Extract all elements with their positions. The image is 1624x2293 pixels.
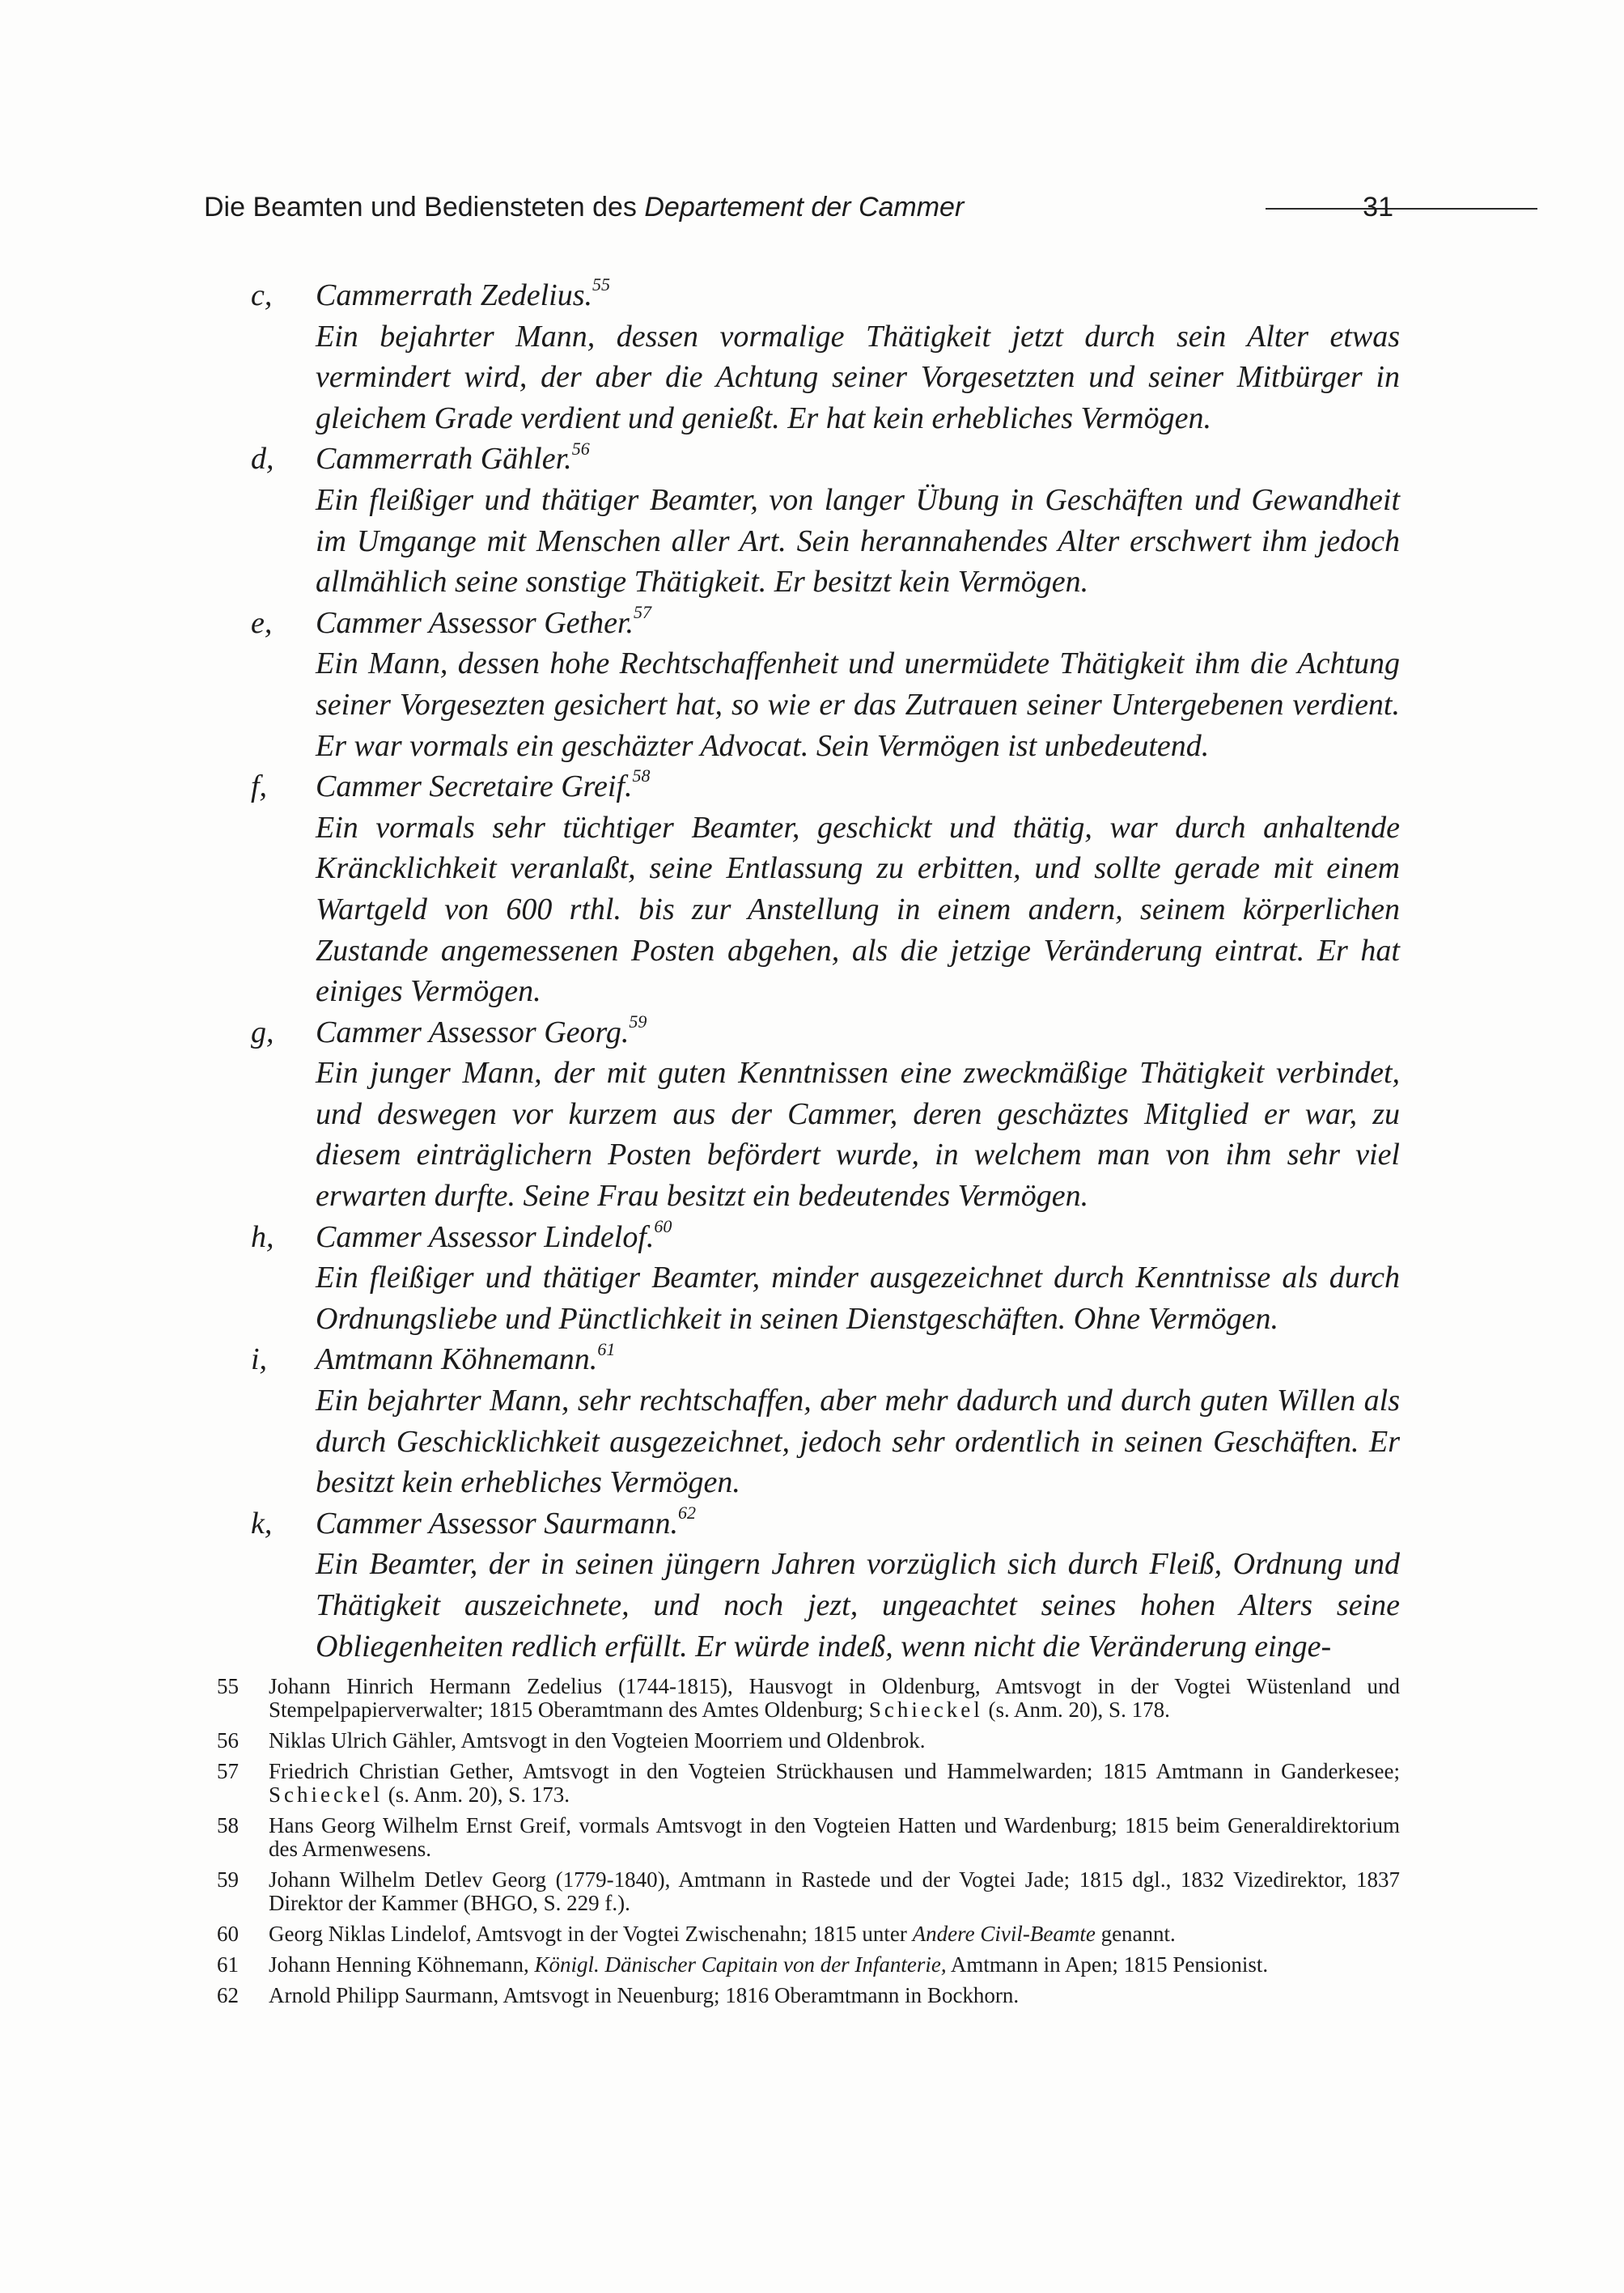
footnote-ref: 59 bbox=[629, 1011, 647, 1032]
footnote-italic: Königl. Dänischer Capitain von der Infanterie, bbox=[534, 1952, 947, 1977]
footnote-61 bbox=[217, 1953, 1400, 1977]
footnote-text-end: genannt. bbox=[1095, 1922, 1176, 1946]
footnote-text-end: (s. Anm. 20), S. 173. bbox=[382, 1782, 570, 1807]
entry-c bbox=[251, 275, 1400, 439]
entry-description: Ein Beamter, der in seinen jüngern Jahren vorzüglich sich durch Fleiß, Ordnung und Thätigkeit auszeichnete, und noch jezt, ungeachtet seines hohen Alters seine Obliegenheiten redlich erfüllt. Er würde indeß, wenn nicht die Veränderung einge- bbox=[316, 1547, 1400, 1664]
entry-name: Cammer Assessor Saurmann. bbox=[316, 1506, 678, 1541]
entry-heading bbox=[251, 1339, 1400, 1380]
footnote-number: 56 bbox=[217, 1728, 239, 1753]
footnote-ref: 56 bbox=[571, 438, 590, 459]
footnotes bbox=[217, 1675, 1400, 2015]
footnote-number: 57 bbox=[217, 1759, 239, 1783]
entry-description: Ein fleißiger und thätiger Beamter, von langer Übung in Geschäften und Gewandheit im Umgange mit Menschen aller Art. Sein herannahendes Alter erschwert ihm jedoch allmählich seine sonstige Thätigkeit. Er besitzt kein Vermögen. bbox=[316, 482, 1400, 600]
footnote-ref: 55 bbox=[592, 274, 610, 295]
entry-description: Ein bejahrter Mann, dessen vormalige Thätigkeit jetzt durch sein Alter etwas vermindert wird, der aber die Achtung seiner Vorgesetzten und seiner Mitbürger in gleichem Grade verdient und genießt. Er hat kein erhebliches Vermögen. bbox=[316, 319, 1400, 435]
entry-name: Cammer Assessor Georg. bbox=[316, 1015, 630, 1049]
footnote-text: Johann Hinrich Hermann Zedelius (1744-1815), Hausvogt in Oldenburg, Amtsvogt in der Vogtei Wüstenland und Stempelpapierverwalter; 1815 Oberamtmann des Amtes Oldenburg; bbox=[269, 1674, 1400, 1722]
footnote-ref: 57 bbox=[634, 602, 652, 623]
footnote-text-end: (s. Anm. 20), S. 178. bbox=[982, 1697, 1170, 1722]
entry-letter: c, bbox=[251, 278, 273, 312]
footnote-author: Schieckel bbox=[868, 1697, 983, 1722]
footnote-number: 59 bbox=[217, 1867, 239, 1892]
footnote-ref: 62 bbox=[677, 1503, 696, 1524]
entry-heading bbox=[251, 1012, 1400, 1053]
entry-name: Cammerrath Zedelius. bbox=[316, 278, 592, 312]
footnote-ref: 60 bbox=[654, 1216, 672, 1236]
footnote-60 bbox=[217, 1922, 1400, 1946]
page-number: 31 bbox=[1363, 192, 1393, 223]
footnote-text: Georg Niklas Lindelof, Amtsvogt in der Vogtei Zwischenahn; 1815 unter bbox=[269, 1922, 913, 1946]
entry-description: Ein junger Mann, der mit guten Kenntnissen eine zweckmäßige Thätigkeit verbindet, und deswegen vor kurzem aus der Cammer, deren geschäztes Mitglied er war, zu diesem einträglichern Posten befördert wurde, in welchem man von ihm sehr viel erwarten durfte. Seine Frau besitzt ein bedeutendes Vermögen. bbox=[316, 1056, 1400, 1214]
entry-heading bbox=[251, 766, 1400, 807]
entry-heading bbox=[251, 439, 1400, 480]
footnote-text: Johann Wilhelm Detlev Georg (1779-1840), Amtmann in Rastede und der Vogtei Jade; 1815 dgl., 1832 Vizedirektor, 1837 Direktor der Kammer (BHGO, S. 229 f.). bbox=[269, 1867, 1400, 1915]
running-header bbox=[204, 186, 1393, 228]
footnote-number: 58 bbox=[217, 1813, 239, 1837]
footnote-57 bbox=[217, 1760, 1400, 1807]
entry-letter: i, bbox=[251, 1342, 268, 1377]
footnote-text: Johann Henning Köhnemann, bbox=[269, 1952, 535, 1977]
entry-name: Cammerrath Gähler. bbox=[316, 442, 572, 477]
header-title bbox=[204, 186, 964, 228]
entry-letter: h, bbox=[251, 1219, 274, 1254]
footnote-ref: 58 bbox=[632, 765, 651, 786]
entry-e bbox=[251, 603, 1400, 766]
footnote-55 bbox=[217, 1675, 1400, 1722]
entry-letter: k, bbox=[251, 1506, 273, 1541]
entry-letter: g, bbox=[251, 1015, 274, 1049]
entry-letter: f, bbox=[251, 769, 268, 804]
entry-heading bbox=[251, 1503, 1400, 1545]
entry-name: Amtmann Köhnemann. bbox=[316, 1342, 598, 1377]
entry-description: Ein vormals sehr tüchtiger Beamter, geschickt und thätig, war durch anhaltende Kräncklichkeit veranlaßt, seine Entlassung zu erbitten, und sollte gerade mit einem Wartgeld von 600 rthl. bis zur Anstellung in einem andern, seinem körperlichen Zustande angemessenen Posten abgehen, als die jetzige Veränderung eintrat. Er hat einiges Vermögen. bbox=[316, 810, 1400, 1009]
footnote-author: Schieckel bbox=[269, 1782, 383, 1807]
entry-heading bbox=[251, 275, 1400, 316]
entry-d bbox=[251, 439, 1400, 602]
entry-description: Ein Mann, dessen hohe Rechtschaffenheit und unermüdete Thätigkeit ihm die Achtung seiner Vorgesezten gesichert hat, so wie er das Zutrauen seiner Untergebenen verdient. Er war vormals ein geschäzter Advocat. Sein Vermögen ist unbedeutend. bbox=[316, 646, 1400, 763]
footnote-italic: Andere Civil-Beamte bbox=[912, 1922, 1096, 1946]
header-title-italic: Departement der Cammer bbox=[644, 192, 965, 223]
footnote-ref: 61 bbox=[597, 1338, 616, 1359]
entry-heading bbox=[251, 603, 1400, 644]
footnote-number: 55 bbox=[217, 1674, 239, 1698]
entry-heading bbox=[251, 1217, 1400, 1258]
entry-g bbox=[251, 1012, 1400, 1217]
header-title-prefix: Die Beamten und Bediensteten des bbox=[204, 192, 645, 223]
entry-k bbox=[251, 1503, 1400, 1667]
footnote-text: Friedrich Christian Gether, Amtsvogt in den Vogteien Strückhausen und Hammelwarden; 1815 Amtmann in Ganderkesee; bbox=[269, 1759, 1400, 1783]
footnote-text: Arnold Philipp Saurmann, Amtsvogt in Neuenburg; 1816 Oberamtmann in Bockhorn. bbox=[269, 1983, 1020, 2007]
entry-name: Cammer Assessor Lindelof. bbox=[316, 1219, 655, 1254]
entry-i bbox=[251, 1339, 1400, 1503]
entry-letter: e, bbox=[251, 605, 273, 640]
entry-f bbox=[251, 766, 1400, 1012]
entry-description: Ein fleißiger und thätiger Beamter, minder ausgezeichnet durch Kenntnisse als durch Ordnungsliebe und Pünctlichkeit in seinen Dienstgeschäften. Ohne Vermögen. bbox=[316, 1261, 1400, 1336]
entry-name: Cammer Secretaire Greif. bbox=[316, 769, 633, 804]
footnote-text-end: Amtmann in Apen; 1815 Pensionist. bbox=[946, 1952, 1269, 1977]
entry-h bbox=[251, 1217, 1400, 1340]
footnote-62 bbox=[217, 1984, 1400, 2007]
footnote-number: 60 bbox=[217, 1922, 239, 1946]
footnote-text: Niklas Ulrich Gähler, Amtsvogt in den Vogteien Moorriem und Oldenbrok. bbox=[269, 1728, 926, 1753]
main-text bbox=[251, 275, 1400, 1667]
footnote-number: 61 bbox=[217, 1952, 239, 1977]
footnote-59 bbox=[217, 1868, 1400, 1915]
footnote-56 bbox=[217, 1729, 1400, 1753]
footnote-number: 62 bbox=[217, 1983, 239, 2007]
footnote-58 bbox=[217, 1814, 1400, 1861]
entry-letter: d, bbox=[251, 442, 274, 477]
header-rule bbox=[1266, 208, 1537, 210]
footnote-text: Hans Georg Wilhelm Ernst Greif, vormals Amtsvogt in den Vogteien Hatten und Wardenburg; 1815 beim Generaldirektorium des Armenwesens. bbox=[269, 1813, 1400, 1861]
entry-name: Cammer Assessor Gether. bbox=[316, 605, 634, 640]
entry-description: Ein bejahrter Mann, sehr rechtschaffen, aber mehr dadurch und durch guten Willen als durch Geschicklichkeit ausgezeichnet, jedoch sehr ordentlich in seinen Geschäften. Er besitzt kein erhebliches Vermögen. bbox=[316, 1384, 1400, 1500]
